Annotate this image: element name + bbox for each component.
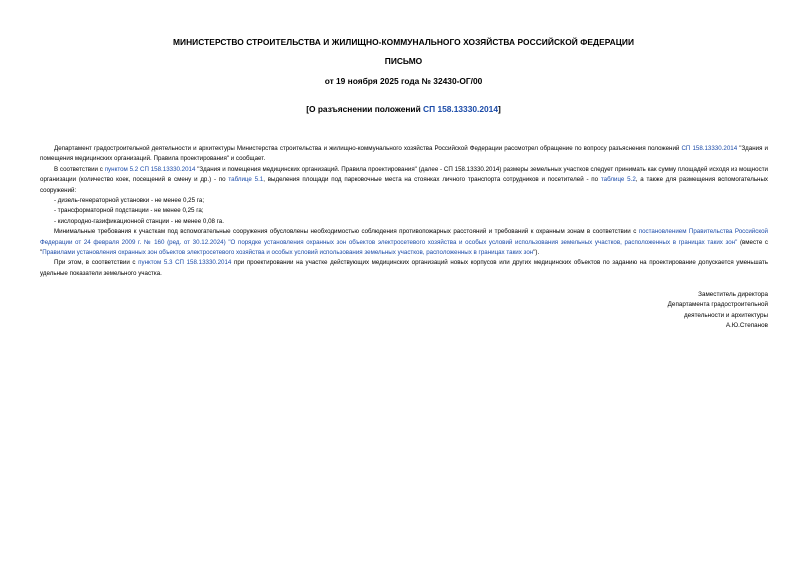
- link-table-5-2[interactable]: таблице 5.2: [600, 176, 636, 184]
- document-number: от 19 ноября 2025 года № 32430-ОГ/00: [324, 76, 483, 86]
- signature-name: А.Ю.Степанов: [725, 321, 768, 329]
- paragraph-text: При этом, в соответствии с: [54, 259, 139, 267]
- ministry-title: МИНИСТЕРСТВО СТРОИТЕЛЬСТВА И ЖИЛИЩНО-КОММУНАЛЬНОГО ХОЗЯЙСТВА РОССИЙСКОЙ ФЕДЕРАЦИИ: [172, 37, 635, 47]
- link-sp158[interactable]: СП 158.13330.2014: [681, 145, 738, 152]
- subject-suffix: ]: [498, 104, 501, 114]
- paragraph-requirements: [40, 227, 768, 258]
- paragraph-text: (вместе с ": [40, 238, 768, 257]
- signature-block: [668, 290, 768, 331]
- paragraph-text: ").: [533, 249, 540, 257]
- paragraph-intro: [40, 144, 768, 165]
- link-protection-zone-rules[interactable]: Правилами установления охранных зон объектов электросетевого хозяйства и особых условий использования земельных участков, расположенных в границах таких зон: [42, 249, 534, 257]
- list-item: - кислородно-газификационной станции - не менее 0,08 га.: [54, 217, 224, 225]
- link-government-decree-160[interactable]: постановлением Правительства Российской Федерации от 24 февраля 2009 г. № 160 (ред. от 30.12.2024) "О порядке установления охранных зон объектов электросетевого хозяйства и особых условий использования земельных участков, расположенных в границах таких зон": [40, 228, 769, 246]
- signature-department: Департамента градостроительной: [667, 301, 768, 309]
- link-clause-5-3[interactable]: пунктом 5.3 СП 158.13330.2014: [138, 259, 232, 267]
- paragraph-text: "Здания и помещения медицинских организаций. Правила проектирования" (далее - СП 158.13330.2014) размеры земельных участков следует принимать как сумму площадей исходя из мощности организации (количество коек, посещений в смену и др.) - по: [40, 165, 769, 184]
- link-table-5-1[interactable]: таблице 5.1: [228, 176, 264, 184]
- list-item: - дизель-генераторной установки - не менее 0,25 га;: [54, 197, 205, 205]
- paragraph-text: при проектировании на участке действующих медицинских организаций новых корпусов или других медицинских объектов по заданию на проектирование допускается уменьшать удельные показатели земельного участка.: [40, 259, 768, 277]
- subject-prefix: [О разъяснении положений: [306, 104, 424, 114]
- paragraph-clause-5-3: [40, 258, 768, 279]
- paragraph-text: "Здания и помещения медицинских организаций. Правила проектирования" и сообщает.: [40, 145, 768, 163]
- document-type: ПИСЬМО: [384, 56, 423, 66]
- document-subject: [0, 104, 807, 114]
- signature-position: Заместитель директора: [698, 291, 768, 298]
- paragraph-land-size: [40, 165, 768, 196]
- link-clause-5-2[interactable]: пунктом 5.2 СП 158.13330.2014: [104, 165, 196, 173]
- paragraph-text: Департамент градостроительной деятельности и архитектуры Министерства строительства и жилищно-коммунального хозяйства Российской Федерации рассмотрел обращение по вопросу разъяснения положений: [54, 145, 682, 152]
- paragraph-text: , выделения площади под парковочные места на стоянках личного транспорта сотрудников и посетителей - по: [263, 176, 601, 184]
- signature-department-cont: деятельности и архитектуры: [684, 311, 768, 319]
- paragraph-text: , а также для размещения вспомогательных сооружений:: [40, 176, 769, 194]
- subject-link-sp158[interactable]: СП 158.13330.2014: [423, 104, 498, 114]
- letter-body: [40, 144, 768, 279]
- paragraph-text: В соответствии с: [54, 165, 105, 173]
- paragraph-text: Минимальные требования к участкам под вспомогательные сооружения обусловлены необходимостью соблюдения противопожарных расстояний и требований к охранным зонам в соответствии с: [54, 228, 639, 236]
- list-item: - трансформаторной подстанции - не менее 0,25 га;: [54, 207, 204, 215]
